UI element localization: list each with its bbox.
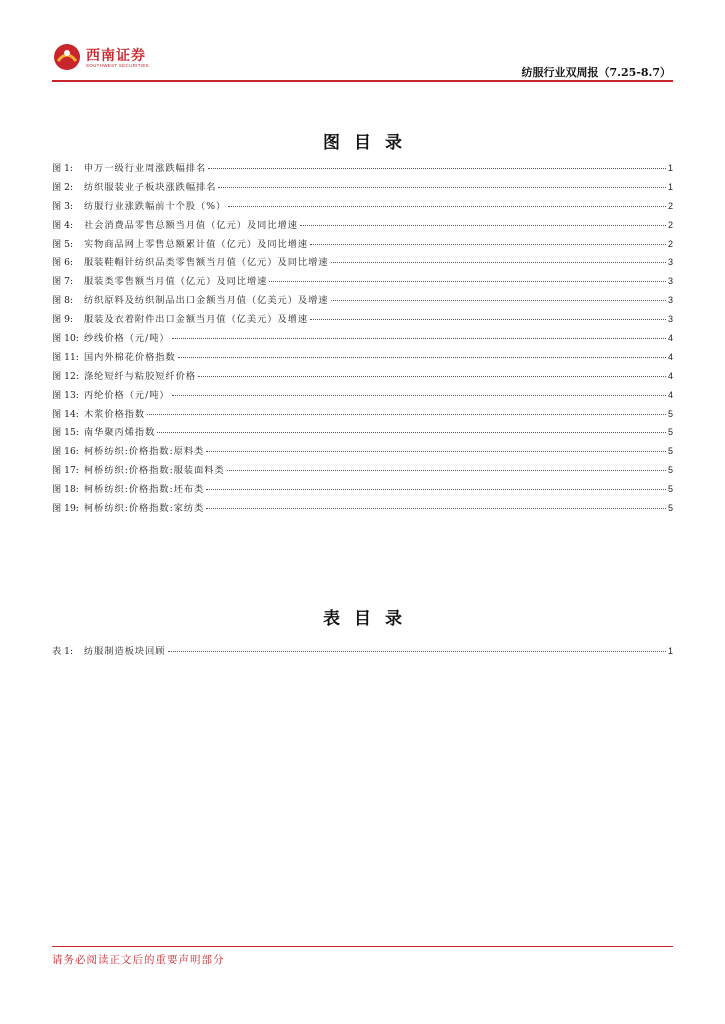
header-divider	[52, 80, 673, 82]
toc-entry-label: 图 16:	[52, 446, 79, 458]
toc-entry-label: 图 13:	[52, 389, 79, 401]
toc-entry[interactable]	[52, 443, 673, 462]
toc-entry-label: 图 9:	[52, 314, 74, 326]
toc-entry-title: 柯桥纺织:价格指数:原料类	[84, 446, 205, 458]
toc-entry-title: 涤纶短纤与粘胶短纤价格	[84, 370, 197, 382]
toc-entry-title: 纺织服装业子板块涨跌幅排名	[84, 181, 217, 193]
toc-entry[interactable]	[52, 424, 673, 443]
toc-entry-label: 图 18:	[52, 484, 79, 496]
toc-dot-leader	[206, 508, 666, 509]
toc-entry[interactable]	[52, 406, 673, 425]
toc-dot-leader	[198, 376, 666, 377]
toc-entry-label: 图 7:	[52, 276, 74, 288]
toc-entry[interactable]	[52, 311, 673, 330]
toc-entry-title: 纱线价格（元/吨）	[84, 333, 170, 345]
toc-entry-title: 柯桥纺织:价格指数:家纺类	[84, 503, 205, 515]
toc-page-number: 4	[667, 351, 673, 362]
toc-dot-leader	[269, 281, 666, 282]
toc-entry-label: 图 15:	[52, 427, 79, 439]
toc-page-number: 3	[667, 295, 673, 306]
toc-entry-label: 图 5:	[52, 238, 74, 250]
footer-notice: 请务必阅读正文后的重要声明部分	[52, 954, 225, 966]
toc-dot-leader	[228, 206, 666, 207]
toc-entry[interactable]	[52, 330, 673, 349]
toc-dot-leader	[147, 414, 666, 415]
toc-page-number: 5	[667, 465, 673, 476]
toc-dot-leader	[157, 432, 666, 433]
toc-entry-title: 柯桥纺织:价格指数:坯布类	[84, 484, 205, 496]
brand-subtitle: SOUTHWEST SECURITIES	[86, 63, 149, 68]
toc-dot-leader	[208, 168, 666, 169]
toc-entry-label: 图 14:	[52, 408, 79, 420]
toc-entry-label: 图 19:	[52, 503, 79, 515]
toc-entry[interactable]	[52, 198, 673, 217]
toc-dot-leader	[218, 187, 666, 188]
toc-dot-leader	[168, 651, 666, 652]
toc-page-number: 2	[667, 200, 673, 211]
toc-dot-leader	[331, 262, 666, 263]
toc-page-number: 3	[667, 257, 673, 268]
toc-entry-label: 图 12:	[52, 370, 79, 382]
toc-page-number: 2	[667, 238, 673, 249]
tables-toc-list	[52, 643, 673, 662]
toc-entry-title: 木浆价格指数	[84, 408, 146, 420]
toc-entry[interactable]	[52, 643, 673, 662]
toc-dot-leader	[310, 319, 666, 320]
toc-page-number: 5	[667, 484, 673, 495]
toc-entry-label: 图 17:	[52, 465, 79, 477]
toc-entry-title: 服装鞋帽针纺织品类零售额当月值（亿元）及同比增速	[84, 257, 329, 269]
toc-dot-leader	[331, 300, 666, 301]
toc-entry-title: 国内外棉花价格指数	[84, 351, 176, 363]
toc-entry[interactable]	[52, 160, 673, 179]
toc-entry-title: 柯桥纺织:价格指数:服装面料类	[84, 465, 225, 477]
toc-page-number: 4	[667, 333, 673, 344]
toc-dot-leader	[178, 357, 666, 358]
toc-entry-title: 服装类零售额当月值（亿元）及同比增速	[84, 276, 268, 288]
figures-toc-title: 图目录	[323, 133, 416, 153]
toc-entry[interactable]	[52, 349, 673, 368]
toc-entry-title: 纺服行业涨跌幅前十个股（%）	[84, 200, 227, 212]
toc-entry-title: 实物商品网上零售总额累计值（亿元）及同比增速	[84, 238, 309, 250]
toc-page-number: 5	[667, 446, 673, 457]
toc-entry[interactable]	[52, 387, 673, 406]
toc-entry[interactable]	[52, 217, 673, 236]
toc-dot-leader	[206, 451, 666, 452]
toc-page-number: 5	[667, 503, 673, 514]
toc-entry[interactable]	[52, 481, 673, 500]
toc-dot-leader	[227, 470, 666, 471]
toc-entry[interactable]	[52, 462, 673, 481]
toc-entry[interactable]	[52, 179, 673, 198]
toc-entry-title: 南华聚丙烯指数	[84, 427, 156, 439]
toc-entry-label: 图 3:	[52, 200, 74, 212]
toc-page-number: 5	[667, 408, 673, 419]
toc-dot-leader	[300, 225, 666, 226]
page-header	[0, 0, 725, 82]
toc-entry[interactable]	[52, 236, 673, 255]
toc-entry[interactable]	[52, 254, 673, 273]
toc-entry-title: 社会消费品零售总额当月值（亿元）及同比增速	[84, 219, 298, 231]
toc-entry-title: 纺服制造板块回顾	[84, 646, 166, 657]
brand-name: 西南证券	[86, 48, 146, 64]
toc-entry-title: 纺织原料及纺织制品出口金额当月值（亿美元）及增速	[84, 295, 329, 307]
toc-entry[interactable]	[52, 368, 673, 387]
toc-page-number: 2	[667, 219, 673, 230]
toc-entry[interactable]	[52, 500, 673, 519]
toc-entry-label: 图 1:	[52, 163, 74, 174]
report-title: 纺服行业双周报（7.25-8.7）	[521, 66, 671, 79]
toc-entry-label: 图 11:	[52, 351, 79, 363]
toc-entry-title: 申万一级行业周涨跌幅排名	[84, 163, 207, 174]
figures-toc-list	[52, 160, 673, 519]
toc-entry[interactable]	[52, 273, 673, 292]
toc-page-number: 4	[667, 389, 673, 400]
toc-entry-title: 服装及衣着附件出口金额当月值（亿美元）及增速	[84, 314, 309, 326]
tables-toc-title: 表目录	[323, 609, 416, 629]
brand-logo	[52, 42, 152, 74]
toc-page-number: 3	[667, 314, 673, 325]
toc-dot-leader	[172, 395, 666, 396]
toc-entry-label: 图 4:	[52, 219, 74, 231]
toc-dot-leader	[172, 338, 666, 339]
toc-entry-label: 图 8:	[52, 295, 74, 307]
toc-page-number: 1	[667, 181, 673, 192]
toc-page-number: 4	[667, 370, 673, 381]
toc-entry-label: 图 10:	[52, 333, 79, 345]
toc-entry-label: 表 1:	[52, 646, 74, 657]
toc-entry-label: 图 6:	[52, 257, 74, 269]
toc-dot-leader	[310, 244, 666, 245]
toc-entry-label: 图 2:	[52, 181, 74, 193]
brand-logo-icon	[52, 42, 82, 72]
toc-page-number: 1	[667, 646, 673, 656]
toc-dot-leader	[206, 489, 666, 490]
footer-divider	[52, 946, 673, 947]
toc-page-number: 1	[667, 163, 673, 173]
toc-page-number: 3	[667, 276, 673, 287]
toc-entry-title: 丙纶价格（元/吨）	[84, 389, 170, 401]
toc-page-number: 5	[667, 427, 673, 438]
toc-entry[interactable]	[52, 292, 673, 311]
